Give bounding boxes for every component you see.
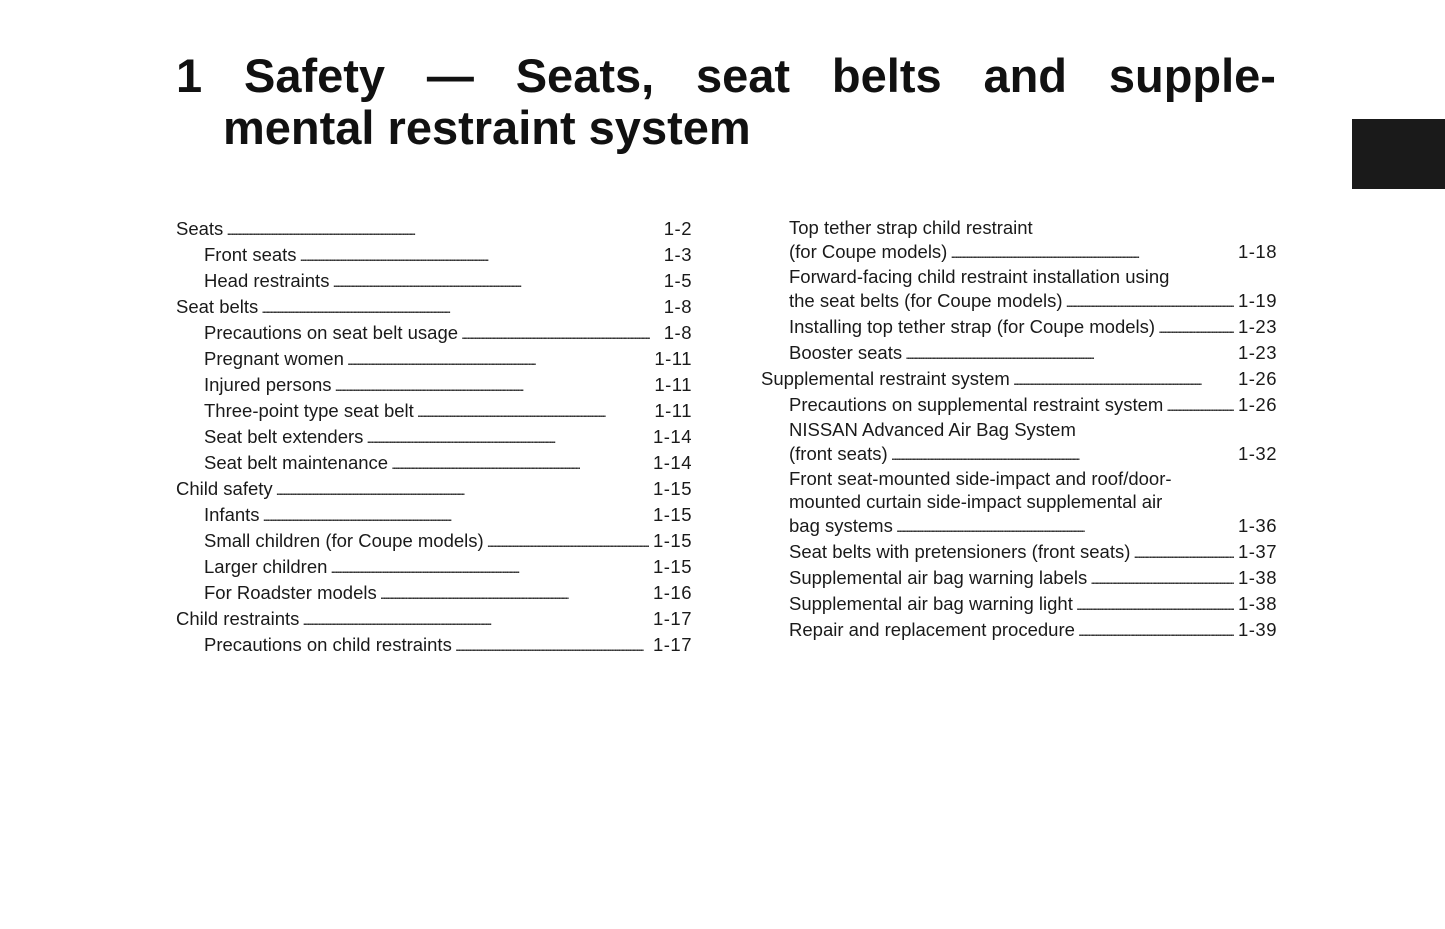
toc-entry[interactable] bbox=[176, 320, 692, 346]
toc-dot-leader bbox=[261, 295, 659, 321]
toc-page-number: 1-32 bbox=[1237, 443, 1277, 464]
toc-entry-line bbox=[204, 320, 692, 346]
toc-entry-label: Head restraints bbox=[204, 270, 330, 291]
toc-entry-line bbox=[204, 268, 692, 294]
toc-page-number: 1-15 bbox=[652, 504, 692, 525]
toc-entry-label: Pregnant women bbox=[204, 348, 344, 369]
toc-page-number: 1-11 bbox=[654, 348, 692, 369]
toc-entry-label-line: Forward-facing child restraint installation using bbox=[789, 266, 1170, 287]
toc-entry-line bbox=[204, 450, 692, 476]
toc-entry[interactable] bbox=[176, 606, 692, 632]
toc-entry[interactable] bbox=[176, 554, 692, 580]
toc-entry-label: Seat belts with pretensioners (front seats) bbox=[789, 541, 1131, 562]
toc-entry-line bbox=[204, 398, 692, 424]
toc-entry-label: Injured persons bbox=[204, 374, 332, 395]
toc-entry-line bbox=[204, 632, 692, 658]
toc-dot-leader bbox=[263, 503, 649, 529]
toc-entry-label: Seat belts bbox=[176, 296, 259, 317]
toc-dot-leader bbox=[461, 321, 660, 347]
toc-entry[interactable] bbox=[761, 392, 1277, 418]
toc-entry-line bbox=[789, 441, 1277, 467]
toc-entry-label: For Roadster models bbox=[204, 582, 377, 603]
toc-entry-label: Precautions on supplemental restraint system bbox=[789, 394, 1164, 415]
toc-page-number: 1-11 bbox=[654, 374, 692, 395]
chapter-title-line-2: mental restraint system bbox=[223, 101, 751, 154]
toc-entry[interactable] bbox=[761, 467, 1277, 539]
toc-entry-line bbox=[789, 539, 1277, 565]
toc-dot-leader bbox=[330, 555, 649, 581]
toc-page-number: 1-26 bbox=[1237, 368, 1277, 389]
title-word: Safety bbox=[243, 49, 386, 102]
toc-page-number: 1-16 bbox=[652, 582, 692, 603]
toc-entry[interactable] bbox=[176, 242, 692, 268]
toc-dot-leader bbox=[300, 243, 660, 269]
title-word: Seats, bbox=[515, 49, 655, 102]
toc-page-number: 1-14 bbox=[652, 426, 692, 447]
toc-page-number: 1-36 bbox=[1237, 515, 1277, 536]
toc-page-number: 1-18 bbox=[1237, 241, 1277, 262]
toc-entry[interactable] bbox=[176, 294, 692, 320]
toc-page-number: 1-19 bbox=[1237, 290, 1277, 311]
toc-left-column bbox=[176, 216, 692, 658]
toc-dot-leader bbox=[1078, 618, 1234, 644]
toc-entry-label-line: mounted curtain side-impact supplemental air bbox=[789, 491, 1163, 512]
toc-entry-label: Larger children bbox=[204, 556, 328, 577]
toc-page-number: 1-17 bbox=[652, 608, 692, 629]
toc-entry-line bbox=[176, 476, 692, 502]
toc-entry[interactable] bbox=[761, 340, 1277, 366]
toc-entry[interactable] bbox=[176, 424, 692, 450]
toc-page-number: 1-3 bbox=[663, 244, 692, 265]
toc-entry-label: Small children (for Coupe models) bbox=[204, 530, 484, 551]
toc-page-number: 1-15 bbox=[652, 556, 692, 577]
toc-page-number: 1-26 bbox=[1237, 394, 1277, 415]
toc-entry[interactable] bbox=[176, 632, 692, 658]
toc-entry[interactable] bbox=[176, 268, 692, 294]
toc-entry-line bbox=[176, 294, 692, 320]
toc-entry[interactable] bbox=[761, 216, 1277, 265]
toc-entry-line bbox=[204, 528, 692, 554]
toc-entry-label: Booster seats bbox=[789, 342, 903, 363]
toc-entry-label: Front seats bbox=[204, 244, 297, 265]
title-word: belts bbox=[831, 49, 942, 102]
toc-entry-label: the seat belts (for Coupe models) bbox=[789, 290, 1063, 311]
toc-dot-leader bbox=[455, 633, 649, 659]
toc-entry[interactable] bbox=[761, 366, 1277, 392]
toc-entry-label: Seat belt extenders bbox=[204, 426, 364, 447]
toc-dot-leader bbox=[1076, 592, 1234, 618]
toc-entry-line bbox=[789, 617, 1277, 643]
toc-entry[interactable] bbox=[176, 450, 692, 476]
toc-entry[interactable] bbox=[176, 502, 692, 528]
toc-entry-line bbox=[176, 606, 692, 632]
toc-entry[interactable] bbox=[176, 398, 692, 424]
toc-entry[interactable] bbox=[761, 418, 1277, 467]
toc-entry-label: Child safety bbox=[176, 478, 273, 499]
toc-dot-leader bbox=[276, 477, 649, 503]
toc-entry-line bbox=[204, 502, 692, 528]
toc-page-number: 1-11 bbox=[654, 400, 692, 421]
toc-entry-label: Seats bbox=[176, 218, 224, 239]
toc-entry-line bbox=[204, 580, 692, 606]
toc-entry[interactable] bbox=[176, 580, 692, 606]
toc-dot-leader bbox=[1133, 540, 1234, 566]
toc-entry[interactable] bbox=[176, 346, 692, 372]
toc-page-number: 1-38 bbox=[1237, 593, 1277, 614]
toc-page-number: 1-5 bbox=[663, 270, 692, 291]
toc-entry-label: Supplemental air bag warning labels bbox=[789, 567, 1088, 588]
toc-dot-leader bbox=[1158, 315, 1234, 341]
toc-entry-line bbox=[204, 242, 692, 268]
toc-dot-leader bbox=[891, 442, 1234, 468]
toc-page-number: 1-37 bbox=[1237, 541, 1277, 562]
toc-page-number: 1-15 bbox=[652, 478, 692, 499]
toc-page-number: 1-14 bbox=[652, 452, 692, 473]
toc-entry[interactable] bbox=[761, 591, 1277, 617]
toc-dot-leader bbox=[347, 347, 650, 373]
toc-entry[interactable] bbox=[176, 372, 692, 398]
toc-entry-line bbox=[761, 366, 1277, 392]
toc-entry-label-line: NISSAN Advanced Air Bag System bbox=[789, 419, 1076, 440]
toc-entry-line bbox=[204, 554, 692, 580]
toc-entry-line bbox=[176, 216, 692, 242]
toc-dot-leader bbox=[332, 269, 659, 295]
toc-entry-label: Supplemental air bag warning light bbox=[789, 593, 1073, 614]
toc-dot-leader bbox=[302, 607, 649, 633]
toc-dot-leader bbox=[391, 451, 649, 477]
toc-entry-label: Precautions on seat belt usage bbox=[204, 322, 459, 343]
toc-dot-leader bbox=[1013, 367, 1234, 393]
toc-page-number: 1-15 bbox=[652, 530, 692, 551]
toc-dot-leader bbox=[896, 514, 1234, 540]
toc-entry-label-line: Front seat-mounted side-impact and roof/door- bbox=[789, 468, 1172, 489]
title-word: seat bbox=[696, 49, 791, 102]
toc-entry[interactable] bbox=[176, 528, 692, 554]
toc-entry-label: Infants bbox=[204, 504, 260, 525]
toc-entry-label: (for Coupe models) bbox=[789, 241, 948, 262]
toc-dot-leader bbox=[1090, 566, 1234, 592]
toc-page-number: 1-38 bbox=[1237, 567, 1277, 588]
toc-dot-leader bbox=[417, 399, 651, 425]
toc-entry-line bbox=[789, 565, 1277, 591]
toc-dot-leader bbox=[950, 240, 1234, 266]
toc-entry-line bbox=[789, 513, 1277, 539]
toc-entry-label: Repair and replacement procedure bbox=[789, 619, 1075, 640]
title-word: — bbox=[426, 49, 474, 102]
toc-entry-label: Precautions on child restraints bbox=[204, 634, 452, 655]
toc-dot-leader bbox=[380, 581, 649, 607]
toc-entry[interactable] bbox=[176, 476, 692, 502]
toc-entry[interactable] bbox=[761, 565, 1277, 591]
toc-entry-line bbox=[789, 340, 1277, 366]
toc-entry-line bbox=[204, 346, 692, 372]
toc-entry-label: Supplemental restraint system bbox=[761, 368, 1010, 389]
toc-page-number: 1-39 bbox=[1237, 619, 1277, 640]
toc-dot-leader bbox=[905, 341, 1234, 367]
toc-page-number: 1-2 bbox=[663, 218, 692, 239]
title-word: and bbox=[983, 49, 1068, 102]
toc-dot-leader bbox=[366, 425, 649, 451]
toc-entry-line bbox=[789, 591, 1277, 617]
toc-entry-label-line: Top tether strap child restraint bbox=[789, 217, 1033, 238]
toc-entry-label: Child restraints bbox=[176, 608, 300, 629]
toc-dot-leader bbox=[1166, 393, 1234, 419]
toc-entry-line bbox=[789, 314, 1277, 340]
toc-entry-label: Installing top tether strap (for Coupe models) bbox=[789, 316, 1156, 337]
toc-entry-label: Seat belt maintenance bbox=[204, 452, 389, 473]
toc-entry[interactable] bbox=[761, 314, 1277, 340]
toc-entry-line bbox=[789, 288, 1277, 314]
chapter-title bbox=[176, 50, 1276, 154]
toc-page-number: 1-17 bbox=[652, 634, 692, 655]
toc-entry-label: bag systems bbox=[789, 515, 893, 536]
toc-page-number: 1-8 bbox=[663, 296, 692, 317]
toc-right-column bbox=[761, 216, 1277, 643]
chapter-title-line-1 bbox=[176, 50, 1276, 102]
toc-dot-leader bbox=[487, 529, 649, 555]
toc-entry[interactable] bbox=[761, 265, 1277, 314]
chapter-number: 1 bbox=[176, 49, 203, 102]
toc-entry-label: (front seats) bbox=[789, 443, 888, 464]
toc-entry-line bbox=[204, 372, 692, 398]
toc-entry[interactable] bbox=[761, 539, 1277, 565]
title-word: supple- bbox=[1108, 49, 1276, 102]
toc-page-number: 1-23 bbox=[1237, 342, 1277, 363]
toc-entry[interactable] bbox=[176, 216, 692, 242]
toc-dot-leader bbox=[335, 373, 651, 399]
toc-dot-leader bbox=[1066, 289, 1234, 315]
toc-entry[interactable] bbox=[761, 617, 1277, 643]
toc-entry-line bbox=[204, 424, 692, 450]
toc-page-number: 1-23 bbox=[1237, 316, 1277, 337]
toc-entry-line bbox=[789, 239, 1277, 265]
toc-entry-line bbox=[789, 392, 1277, 418]
chapter-thumb-tab bbox=[1352, 119, 1445, 189]
toc-dot-leader bbox=[226, 217, 659, 243]
toc-page-number: 1-8 bbox=[663, 322, 692, 343]
toc-entry-label: Three-point type seat belt bbox=[204, 400, 414, 421]
